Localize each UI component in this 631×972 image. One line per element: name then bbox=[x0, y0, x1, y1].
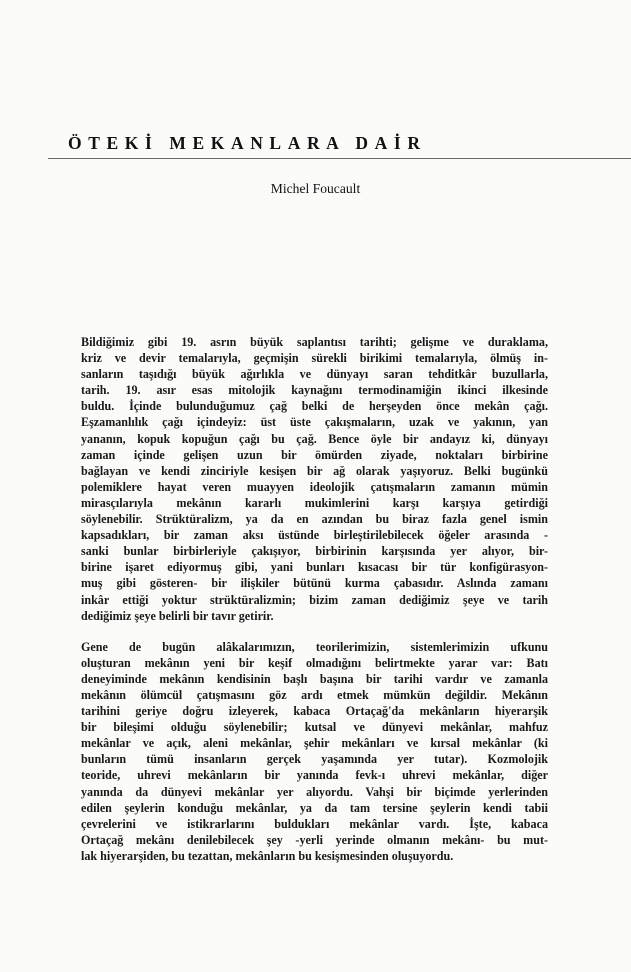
author-name: Michel Foucault bbox=[270, 181, 361, 196]
title-divider bbox=[48, 158, 631, 159]
text-line: Bildiğimiz gibi 19. asrın büyük saplantısı tarihti; gelişme ve duraklama, bbox=[81, 335, 548, 349]
text-line: polemiklere hayat veren muayyen ideolojik çatışmaların zamanın mümin bbox=[81, 479, 548, 494]
text-line: lak hiyerarşiden, bu tezattan, mekânların bu kesişmesinden oluşuyordu. bbox=[81, 848, 454, 863]
text-line: mirasçılarıyla mekânın kararlı mukimlerini karşı karşıya getirdiği bbox=[81, 495, 548, 510]
text-line: kriz ve devir temalarıyla, geçmişin sürekli birikimi temalarıyla, ölmüş in- bbox=[81, 351, 548, 366]
text-line: Ortaçağ mekânı denilebilecek şey -yerli yerinde olmanın mekânı- bu mut- bbox=[81, 832, 548, 847]
text-line: sanki bunlar birbirleriyle çakışıyor, birbirinin karşısında yer alıyor, bir- bbox=[81, 544, 548, 559]
text-line: teoride, uhrevi mekânların bir yanında fevk-ı uhrevi mekânlar, diğer bbox=[81, 768, 548, 783]
text-line: sanların taşıdığı büyük ağırlıkla ve dünyayı saran tehditkâr buzullarla, bbox=[81, 367, 548, 382]
text-line: inkâr ettiği yoktur strüktüralizmin; bizim zaman dediğimiz şeye ve tarih bbox=[81, 592, 548, 607]
text-line: çevrelerini ve istikrarlarını buldukları mekânlar vardı. İşte, kabaca bbox=[81, 816, 548, 831]
text-line: tarih. 19. asır esas mitolojik kaynağını termodinamiğin ikinci ilkesinde bbox=[81, 383, 548, 398]
text-line: bir bileşimi olduğu söylenebilir; kutsal ve dünyevi mekânlar, mahfuz bbox=[81, 720, 548, 735]
text-line: buldu. İçinde bulunduğumuz çağ belki de herşeyden önce mekân çağı. bbox=[81, 399, 548, 414]
text-line: zaman içinde gelişen uzun bir ömürden ziyade, noktaları birbirine bbox=[81, 447, 548, 462]
text-line: muş gibi gösteren- bir ilişkiler bütünü kurma çabasıdır. Aslında zamanı bbox=[81, 576, 548, 591]
paragraph bbox=[81, 639, 548, 864]
chapter-title: ÖTEKİ MEKANLARA DAİR bbox=[68, 133, 427, 153]
body-text bbox=[81, 334, 548, 879]
text-line: deneyiminde mekânın kendisinin başlı başına bir tarihi vardır ve zamanla bbox=[81, 671, 548, 686]
text-line: Gene de bugün alâkalarımızın, teorilerimizin, sistemlerimizin ufkunu bbox=[81, 639, 548, 654]
text-line: dediğimiz şeye belirli bir tavır getirir. bbox=[81, 608, 274, 623]
text-line: Eşzamanlılık çağı içindeyiz: üst üste çakışmaların, uzak ve yakının, yan bbox=[81, 415, 548, 430]
text-line: mekânın ölümcül çatışmasını göz ardı etmek mümkün değildir. Mekânın bbox=[81, 687, 548, 702]
text-line: kapsadıkları, bir zaman aksı üstünde birleştirilebilecek öğeler arasında - bbox=[81, 528, 548, 543]
text-line: oluşturan mekânın yeni bir keşif olmadığını belirtmekte yarar var: Batı bbox=[81, 655, 548, 670]
text-line: yananın, kopuk kopuğun çağı bu çağ. Bence öyle bir andayız ki, dünyayı bbox=[81, 431, 548, 446]
text-line: söylenebilir. Strüktüralizm, ya da en azından bu biraz fazla genel ismin bbox=[81, 512, 548, 527]
paragraph bbox=[81, 334, 548, 624]
text-line: bunların tümü insanların gerçek yaşamında yer tutar). Kozmolojik bbox=[81, 752, 548, 767]
text-line: tarihini geriye doğru izleyerek, kabaca Ortaçağ'da mekânların hiyerarşik bbox=[81, 704, 548, 719]
text-line: bağlayan ve kendi zinciriyle kesişen bir ağ olarak yaşıyoruz. Belki bugünkü bbox=[81, 463, 548, 478]
text-line: edilen şeylerin konduğu mekânlar, ya da tam tersine şeylerin kendi tabii bbox=[81, 800, 548, 815]
text-line: birine işaret ediyormuş gibi, yani bunları kısacası bir tür konfigürasyon- bbox=[81, 560, 548, 575]
text-line: yanında da dünyevi mekânlar yer alıyordu. Vahşi bir biçimde yerlerinden bbox=[81, 784, 548, 799]
text-line: mekânlar ve açık, aleni mekânlar, şehir mekânları ve kırsal mekânlar (ki bbox=[81, 736, 548, 751]
